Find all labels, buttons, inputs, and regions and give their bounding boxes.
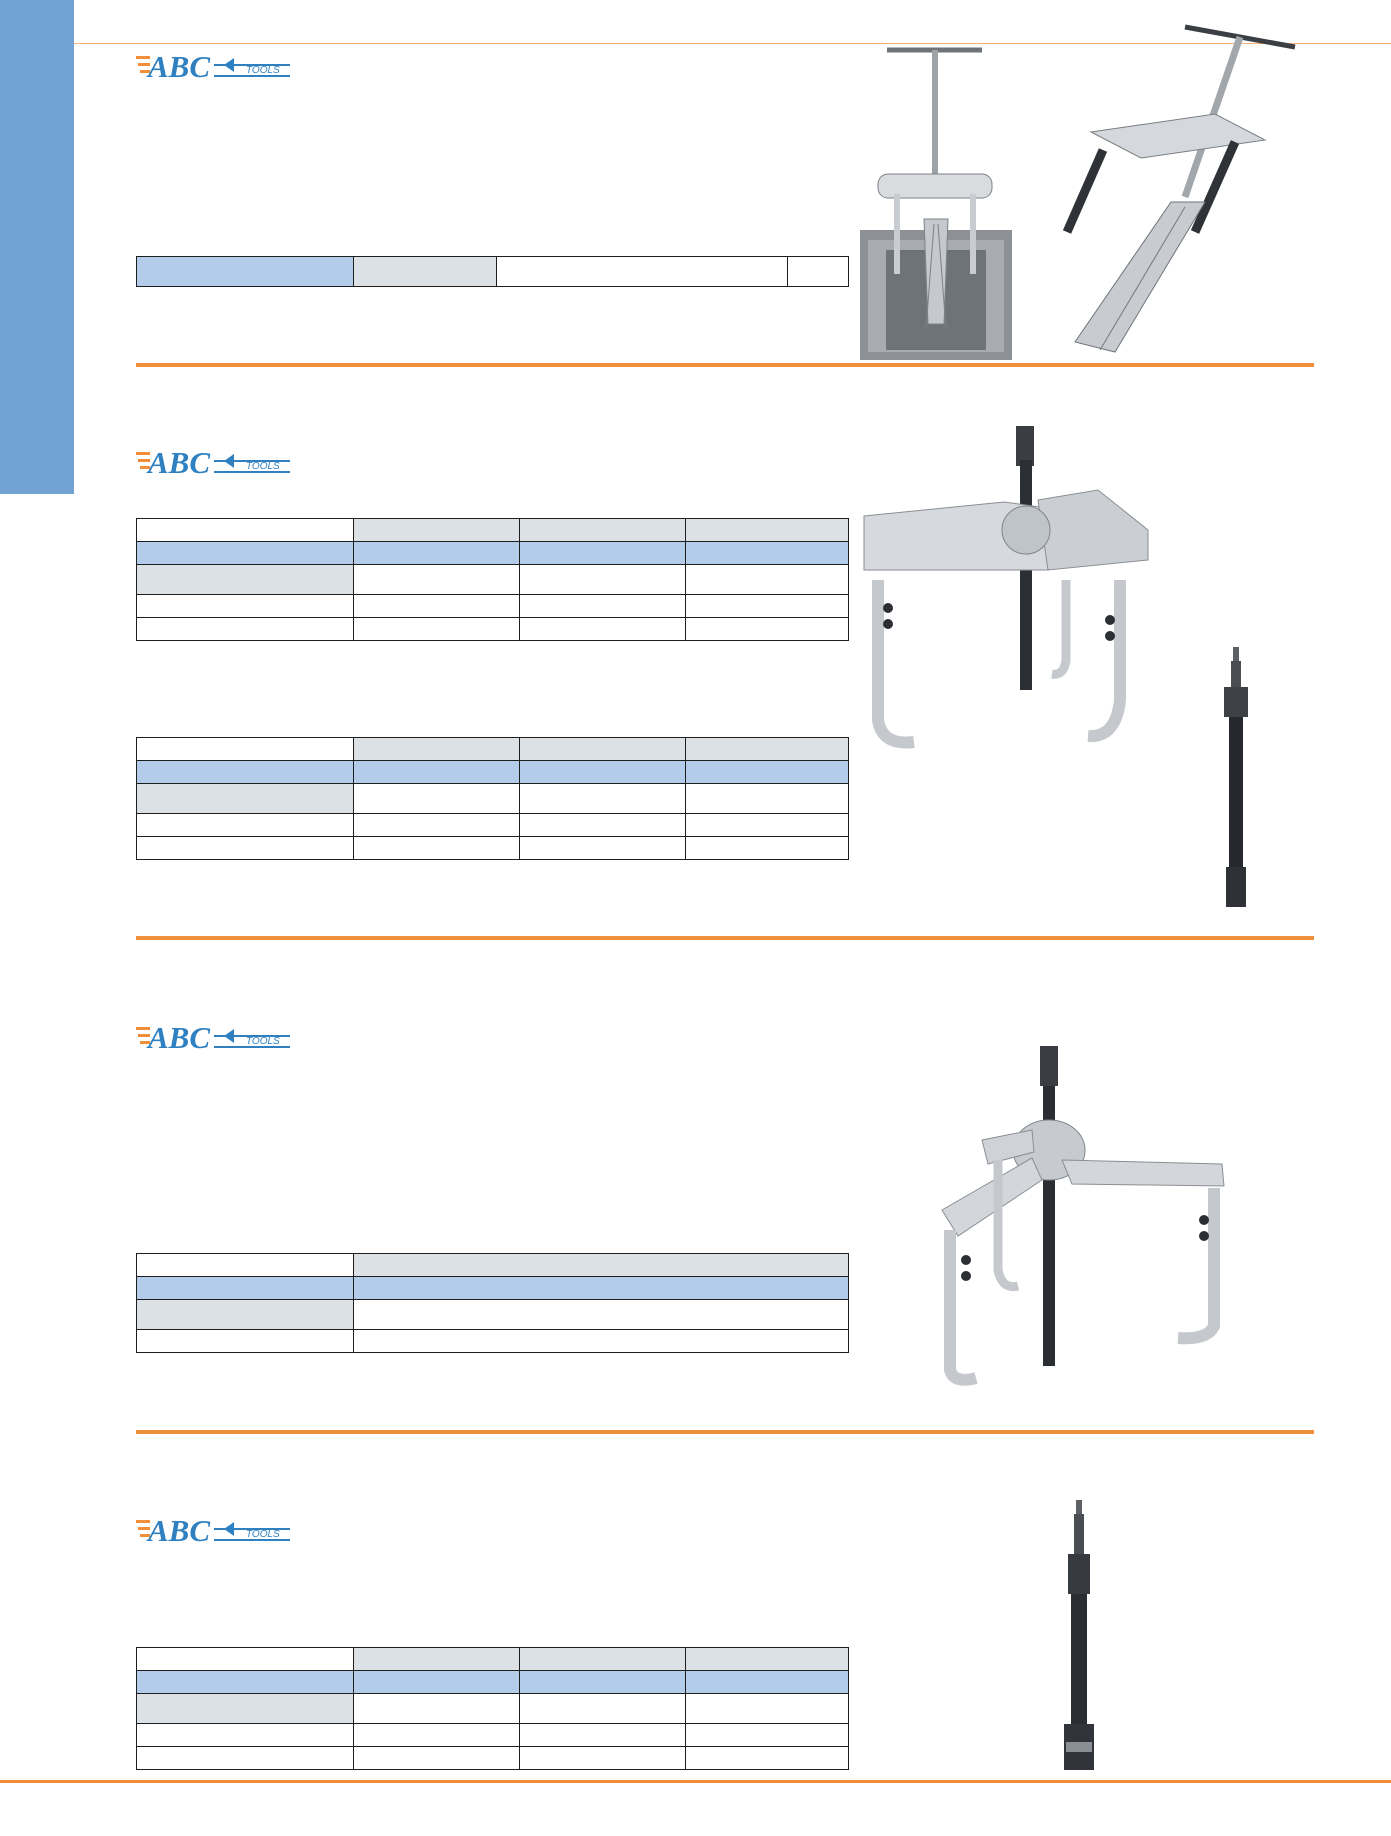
table-cell: [354, 257, 497, 287]
table-cell: [137, 814, 354, 837]
table-cell: [520, 1671, 686, 1694]
side-tab: [0, 0, 74, 494]
table-cell: [520, 814, 686, 837]
table-cell: [137, 837, 354, 860]
svg-text:TOOLS: TOOLS: [246, 1036, 280, 1047]
table-cell: [520, 618, 686, 641]
table-cell: [686, 738, 849, 761]
table-cell: [354, 837, 520, 860]
table-cell: [520, 1648, 686, 1671]
table-cell: [788, 257, 849, 287]
section-divider: [136, 363, 1314, 367]
t-handle-bearing-puller-photo: [1045, 22, 1301, 360]
abc-tools-logo: [136, 48, 290, 82]
spec-table-4: [136, 1647, 849, 1770]
table-cell: [354, 814, 520, 837]
extension-spindle-photo: [1212, 643, 1260, 911]
table-cell: [354, 1300, 849, 1330]
table-cell: [354, 1254, 849, 1277]
table-cell: [520, 595, 686, 618]
table-cell: [137, 738, 354, 761]
footer-rule: [0, 1780, 1391, 1783]
table-cell: [686, 618, 849, 641]
table-cell: [354, 1694, 520, 1724]
table-cell: [137, 1747, 354, 1770]
table-cell: [354, 1747, 520, 1770]
svg-text:ABC: ABC: [148, 1513, 211, 1546]
table-cell: [137, 784, 354, 814]
table-cell: [137, 542, 354, 565]
table-cell: [354, 519, 520, 542]
spec-table-2a: [136, 518, 849, 641]
svg-text:ABC: ABC: [148, 49, 211, 82]
svg-text:ABC: ABC: [148, 1020, 211, 1053]
table-cell: [354, 1648, 520, 1671]
svg-text:TOOLS: TOOLS: [246, 65, 280, 76]
internal-extractor-photo: [1052, 1496, 1106, 1778]
table-cell: [137, 565, 354, 595]
table-cell: [137, 1254, 354, 1277]
table-cell: [137, 1724, 354, 1747]
three-arm-puller-photo: [922, 1040, 1240, 1390]
table-cell: [520, 519, 686, 542]
spec-table-1: [136, 256, 849, 287]
table-cell: [354, 761, 520, 784]
table-cell: [686, 1747, 849, 1770]
section-divider: [136, 936, 1314, 940]
table-cell: [137, 257, 354, 287]
table-cell: [520, 837, 686, 860]
table-cell: [137, 618, 354, 641]
section-divider: [136, 1430, 1314, 1434]
table-cell: [137, 1300, 354, 1330]
table-cell: [137, 1694, 354, 1724]
table-cell: [686, 814, 849, 837]
table-cell: [354, 595, 520, 618]
spec-table-3: [136, 1253, 849, 1353]
table-cell: [354, 738, 520, 761]
table-cell: [520, 1694, 686, 1724]
abc-tools-logo: [136, 1512, 290, 1546]
table-cell: [137, 1330, 354, 1353]
table-cell: [137, 1277, 354, 1300]
table-cell: [520, 784, 686, 814]
table-cell: [137, 761, 354, 784]
abc-tools-logo: [136, 1019, 290, 1053]
table-cell: [686, 1671, 849, 1694]
spec-table-2b: [136, 737, 849, 860]
table-cell: [520, 738, 686, 761]
svg-text:TOOLS: TOOLS: [246, 461, 280, 472]
table-cell: [520, 565, 686, 595]
table-cell: [686, 837, 849, 860]
svg-text:TOOLS: TOOLS: [246, 1529, 280, 1540]
table-cell: [137, 1671, 354, 1694]
abc-tools-logo: [136, 444, 290, 478]
table-cell: [686, 595, 849, 618]
table-cell: [686, 542, 849, 565]
table-cell: [520, 761, 686, 784]
table-cell: [354, 1724, 520, 1747]
table-cell: [354, 1330, 849, 1353]
table-cell: [686, 1648, 849, 1671]
table-cell: [686, 1694, 849, 1724]
table-cell: [686, 519, 849, 542]
table-cell: [520, 1724, 686, 1747]
three-jaw-puller-photo: [858, 420, 1158, 760]
table-cell: [354, 1277, 849, 1300]
table-cell: [354, 618, 520, 641]
puller-in-housing-photo: [860, 44, 1012, 360]
table-cell: [354, 784, 520, 814]
table-cell: [354, 542, 520, 565]
table-cell: [497, 257, 788, 287]
table-cell: [520, 542, 686, 565]
table-cell: [686, 761, 849, 784]
table-cell: [137, 1648, 354, 1671]
table-cell: [137, 595, 354, 618]
table-cell: [520, 1747, 686, 1770]
table-cell: [354, 565, 520, 595]
table-cell: [354, 1671, 520, 1694]
table-cell: [686, 565, 849, 595]
svg-text:ABC: ABC: [148, 445, 211, 478]
table-cell: [137, 519, 354, 542]
table-cell: [686, 1724, 849, 1747]
table-cell: [686, 784, 849, 814]
